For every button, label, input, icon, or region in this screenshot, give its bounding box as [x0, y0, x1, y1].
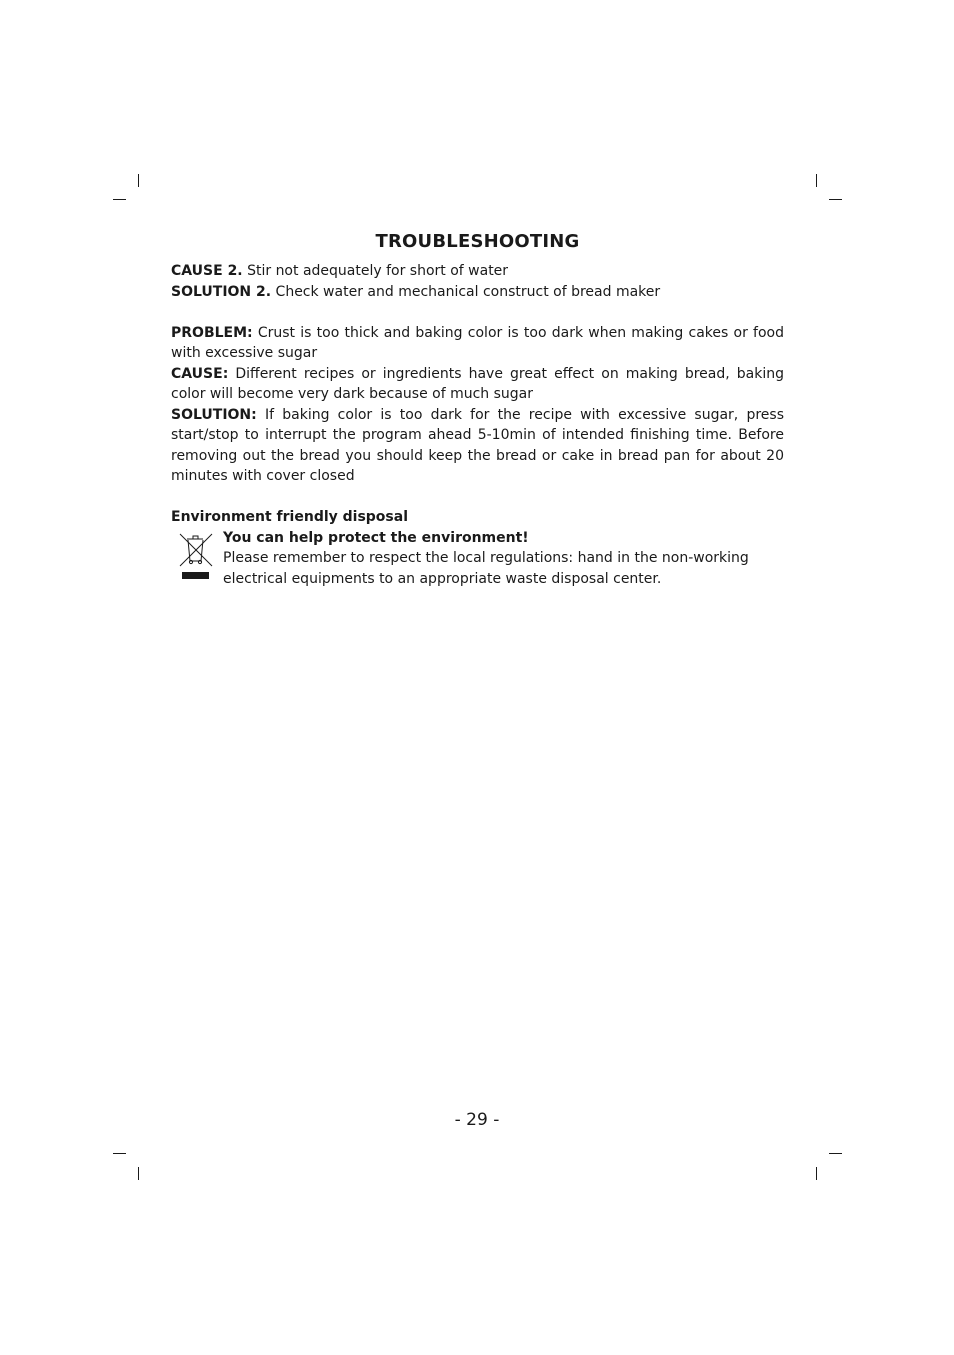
solution-2-label: SOLUTION 2.: [171, 283, 272, 300]
solution-2-text: Check water and mechanical construct of bread maker: [271, 283, 661, 300]
environment-heading: Environment friendly disposal: [171, 509, 409, 525]
solution-2-line: [171, 282, 784, 303]
cause-text: Different recipes or ingredients have great effect on making bread, baking color will become very dark because of much sugar: [171, 365, 784, 402]
crossed-out-wheelie-bin-icon: [171, 528, 223, 590]
crop-mark-top-left-vertical: [138, 174, 139, 187]
crop-mark-top-right-vertical: [816, 174, 817, 187]
environment-subheading: You can help protect the environment!: [223, 529, 529, 546]
crop-mark-bottom-right-vertical: [816, 1167, 817, 1180]
cause-2-line: [171, 261, 784, 282]
problem-label: PROBLEM:: [171, 324, 253, 341]
crop-mark-bottom-left-horizontal: [113, 1153, 126, 1154]
solution-paragraph: [171, 405, 784, 487]
page-title: TROUBLESHOOTING: [375, 231, 580, 252]
solution-text: If baking color is too dark for the recipe with excessive sugar, press start/stop to interrupt the program ahead 5-10min of intended finishing time. Before removing out the bread you should keep the bread or cake in bread pan for about 20 minutes with cover closed: [171, 406, 784, 484]
problem-paragraph: [171, 323, 784, 364]
cause-2-text: Stir not adequately for short of water: [242, 263, 509, 279]
page-number: - 29 -: [454, 1110, 500, 1130]
page-content: [171, 229, 784, 590]
problem-text: Crust is too thick and baking color is too dark when making cakes or food with excessive sugar: [171, 324, 784, 361]
cause-label: CAUSE:: [171, 365, 229, 382]
crop-mark-top-left-horizontal: [113, 199, 126, 200]
crop-mark-bottom-left-vertical: [138, 1167, 139, 1180]
solution-label: SOLUTION:: [171, 406, 257, 423]
environment-block: [171, 528, 784, 590]
crop-mark-bottom-right-horizontal: [829, 1153, 842, 1154]
environment-text: [223, 528, 784, 590]
crop-mark-top-right-horizontal: [829, 199, 842, 200]
cause-2-label: CAUSE 2.: [171, 263, 243, 279]
environment-body: Please remember to respect the local regulations: hand in the non-working electrical equipments to an appropriate waste disposal center.: [223, 550, 749, 587]
cause-paragraph: [171, 364, 784, 405]
